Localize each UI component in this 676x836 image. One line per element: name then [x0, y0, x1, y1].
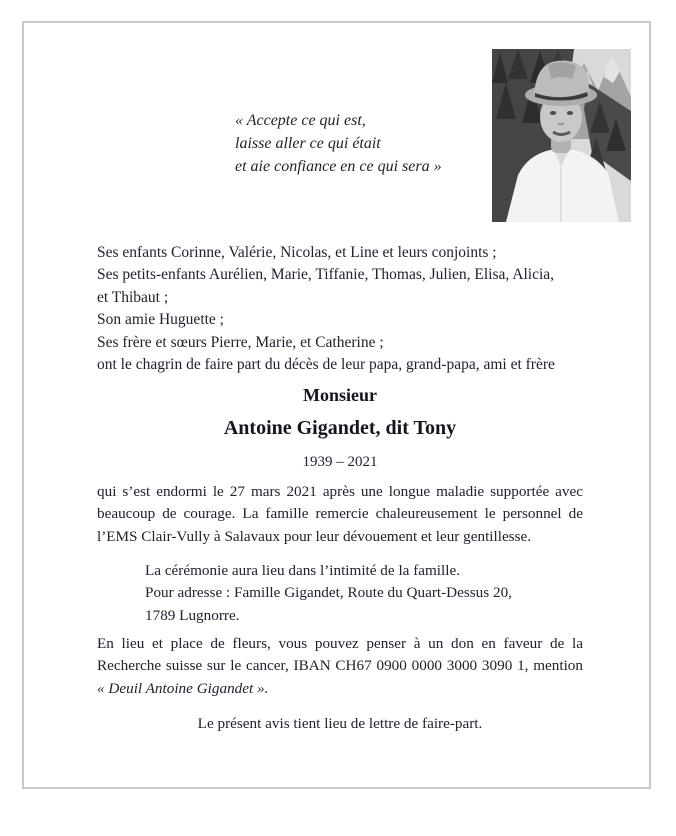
donation-line: En lieu et place de fleurs, vous pouvez penser à un don en faveur de la: [97, 635, 583, 652]
family-intro: [97, 242, 597, 376]
deceased-heading: [97, 381, 583, 473]
death-paragraph-line: beaucoup de courage. La famille remercie chaleureusement le personnel de: [97, 505, 583, 523]
family-intro-line: Son amie Huguette ;: [97, 311, 224, 329]
family-intro-line: Ses petits-enfants Aurélien, Marie, Tiffanie, Thomas, Julien, Elisa, Alicia,: [97, 266, 555, 284]
family-intro-line: Ses frère et sœurs Pierre, Marie, et Catherine ;: [97, 333, 384, 351]
life-years: 1939 – 2021: [302, 454, 378, 470]
donation-mention: « Deuil Antoine Gigandet ».: [97, 679, 269, 697]
ceremony-line: La cérémonie aura lieu dans l’intimité de la famille.: [145, 562, 461, 579]
quote-line: et aie confiance en ce qui sera »: [235, 158, 442, 175]
ceremony-line: Pour adresse : Famille Gigandet, Route du Quart-Dessus 20,: [145, 584, 512, 602]
death-paragraph-line: qui s’est endormi le 27 mars 2021 après une longue maladie supportée avec: [97, 483, 583, 500]
family-intro-line: ont le chagrin de faire part du décès de leur papa, grand-papa, ami et frère: [97, 356, 555, 374]
donation-line: Recherche suisse sur le cancer, IBAN CH67 0900 0000 3000 3090 1, mention: [97, 657, 583, 675]
donation-paragraph: [97, 633, 583, 700]
portrait-photo: [492, 49, 631, 222]
civility-title: Monsieur: [303, 385, 377, 405]
page-sheet: [22, 21, 651, 789]
closing-line: Le présent avis tient lieu de lettre de faire-part.: [197, 715, 483, 732]
quote-line: « Accepte ce qui est,: [235, 112, 366, 129]
ceremony-line: 1789 Lugnorre.: [145, 606, 240, 624]
family-intro-line: et Thibaut ;: [97, 288, 169, 306]
death-paragraph-line: l’EMS Clair-Vully à Salavaux pour leur dévouement et leur gentillesse.: [97, 527, 532, 545]
deceased-name: Antoine Gigandet, dit Tony: [223, 417, 457, 439]
ceremony-paragraph: [145, 560, 512, 627]
family-intro-line: Ses enfants Corinne, Valérie, Nicolas, et Line et leurs conjoints ;: [97, 244, 497, 261]
death-paragraph: [97, 481, 583, 548]
quote-line: laisse aller ce qui était: [235, 135, 381, 152]
portrait-photo-illustration: [492, 49, 631, 222]
memorial-quote: [235, 109, 442, 178]
